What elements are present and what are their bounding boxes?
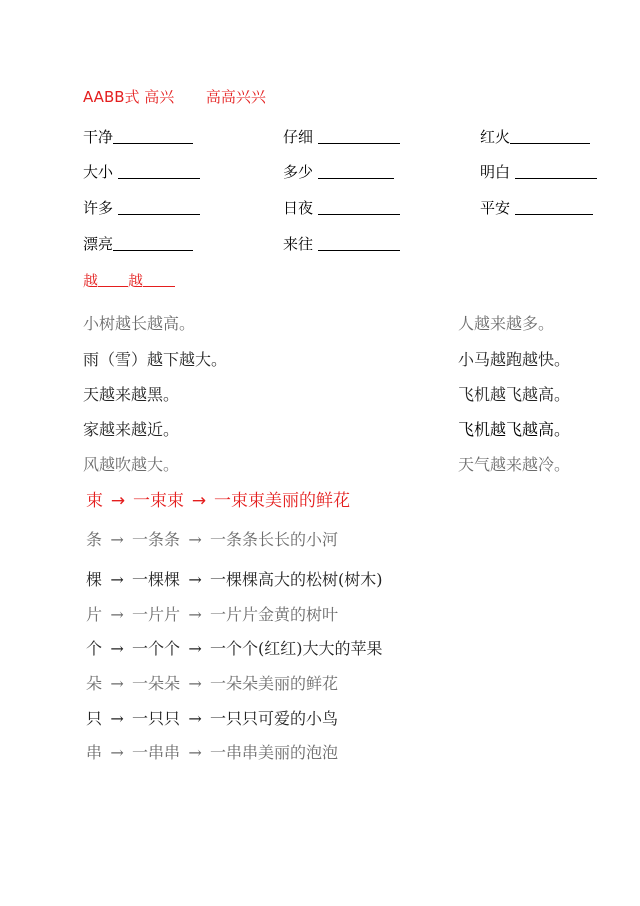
- word-label: 日夜: [283, 199, 314, 217]
- sentence-left-4: 家越来越近。: [83, 420, 180, 439]
- word-item-11: [283, 233, 400, 254]
- section2-title: [83, 270, 175, 291]
- section2-title-blank-b: [143, 272, 175, 287]
- arrow-icon: →: [188, 530, 202, 549]
- word-item-5: [283, 161, 394, 182]
- section2-title-char-b: 越: [128, 272, 144, 290]
- sentence-left-3: 天越来越黑。: [83, 385, 180, 404]
- measure-repeat: 一只只: [132, 709, 181, 728]
- arrow-icon: →: [110, 674, 124, 693]
- arrow-icon: →: [188, 709, 202, 728]
- sentence-left-2: 雨（雪）越下越大。: [83, 350, 228, 369]
- measure-repeat: 一个个: [132, 639, 181, 658]
- measure-row-7: [86, 740, 338, 763]
- answer-blank[interactable]: [510, 129, 590, 144]
- word-item-8: [283, 197, 400, 218]
- answer-blank[interactable]: [515, 164, 597, 179]
- answer-blank[interactable]: [113, 236, 193, 251]
- sentence-left-1: 小树越长越高。: [83, 314, 196, 333]
- answer-blank[interactable]: [318, 164, 394, 179]
- word-label: 干净: [83, 128, 114, 146]
- word-label: 大小: [83, 163, 114, 181]
- measure-phrase: 一朵朵美丽的鲜花: [210, 674, 339, 693]
- measure-repeat: 一条条: [132, 530, 181, 549]
- measure-repeat: 一棵棵: [132, 570, 181, 589]
- section1-example: 高高兴兴: [205, 88, 266, 106]
- word-item-6: [480, 161, 597, 182]
- word-item-1: [83, 126, 193, 147]
- answer-blank[interactable]: [318, 129, 400, 144]
- arrow-icon: →: [110, 639, 124, 658]
- measure-phrase: 一个个(红红)大大的苹果: [210, 639, 383, 658]
- measure-phrase: 一片片金黄的树叶: [210, 605, 339, 624]
- sentence-right-2: 小马越跑越快。: [458, 350, 571, 369]
- measure-row-1: [86, 527, 338, 550]
- sentence-right-5: 天气越来越冷。: [458, 455, 571, 474]
- measure-word: 条: [86, 530, 103, 549]
- word-label: 明白: [480, 163, 511, 181]
- word-item-7: [83, 197, 200, 218]
- measure-row-4: [86, 636, 383, 659]
- arrow-icon: →: [110, 743, 124, 762]
- section3-title-a: 束: [86, 491, 103, 511]
- arrow-icon: →: [110, 605, 124, 624]
- measure-word: 串: [86, 743, 103, 762]
- arrow-icon: →: [191, 491, 207, 511]
- word-item-9: [480, 197, 593, 218]
- section2-title-char-a: 越: [83, 272, 99, 290]
- word-item-4: [83, 161, 200, 182]
- word-label: 来往: [283, 235, 314, 253]
- word-item-3: [480, 126, 590, 147]
- sentence-right-3: 飞机越飞越高。: [458, 385, 571, 404]
- section1-title: [83, 86, 266, 107]
- measure-repeat: 一片片: [132, 605, 181, 624]
- sentence-left-5: 风越吹越大。: [83, 455, 180, 474]
- answer-blank[interactable]: [318, 236, 400, 251]
- section3-title-b: 一束束: [133, 491, 184, 511]
- word-label: 红火: [480, 128, 511, 146]
- sentence-right-1: 人越来越多。: [458, 314, 555, 333]
- answer-blank[interactable]: [118, 164, 200, 179]
- measure-word: 棵: [86, 570, 103, 589]
- measure-word: 朵: [86, 674, 103, 693]
- measure-word: 片: [86, 605, 103, 624]
- measure-row-6: [86, 706, 338, 729]
- arrow-icon: →: [110, 570, 124, 589]
- arrow-icon: →: [188, 743, 202, 762]
- measure-word: 个: [86, 639, 103, 658]
- word-label: 漂亮: [83, 235, 114, 253]
- word-label: 仔细: [283, 128, 314, 146]
- measure-phrase: 一只只可爱的小鸟: [210, 709, 339, 728]
- arrow-icon: →: [110, 530, 124, 549]
- measure-phrase: 一条条长长的小河: [210, 530, 339, 549]
- measure-phrase: 一串串美丽的泡泡: [210, 743, 339, 762]
- word-item-2: [283, 126, 400, 147]
- measure-row-3: [86, 602, 338, 625]
- measure-row-2: [86, 567, 383, 590]
- answer-blank[interactable]: [515, 200, 593, 215]
- section2-title-blank-a: [98, 272, 128, 287]
- arrow-icon: →: [110, 491, 126, 511]
- answer-blank[interactable]: [118, 200, 200, 215]
- arrow-icon: →: [188, 605, 202, 624]
- arrow-icon: →: [188, 639, 202, 658]
- word-label: 平安: [480, 199, 511, 217]
- word-label: 多少: [283, 163, 314, 181]
- measure-word: 只: [86, 709, 103, 728]
- word-item-10: [83, 233, 193, 254]
- measure-phrase: 一棵棵高大的松树(树木): [210, 570, 383, 589]
- sentence-right-4: 飞机越飞越高。: [458, 420, 571, 439]
- word-label: 许多: [83, 199, 114, 217]
- arrow-icon: →: [188, 674, 202, 693]
- answer-blank[interactable]: [318, 200, 400, 215]
- measure-repeat: 一串串: [132, 743, 181, 762]
- arrow-icon: →: [110, 709, 124, 728]
- answer-blank[interactable]: [113, 129, 193, 144]
- arrow-icon: →: [188, 570, 202, 589]
- measure-row-5: [86, 671, 338, 694]
- section1-title-text: AABB式 高兴: [83, 88, 175, 106]
- section3-title: [86, 486, 350, 511]
- measure-repeat: 一朵朵: [132, 674, 181, 693]
- section3-title-c: 一束束美丽的鲜花: [214, 491, 350, 511]
